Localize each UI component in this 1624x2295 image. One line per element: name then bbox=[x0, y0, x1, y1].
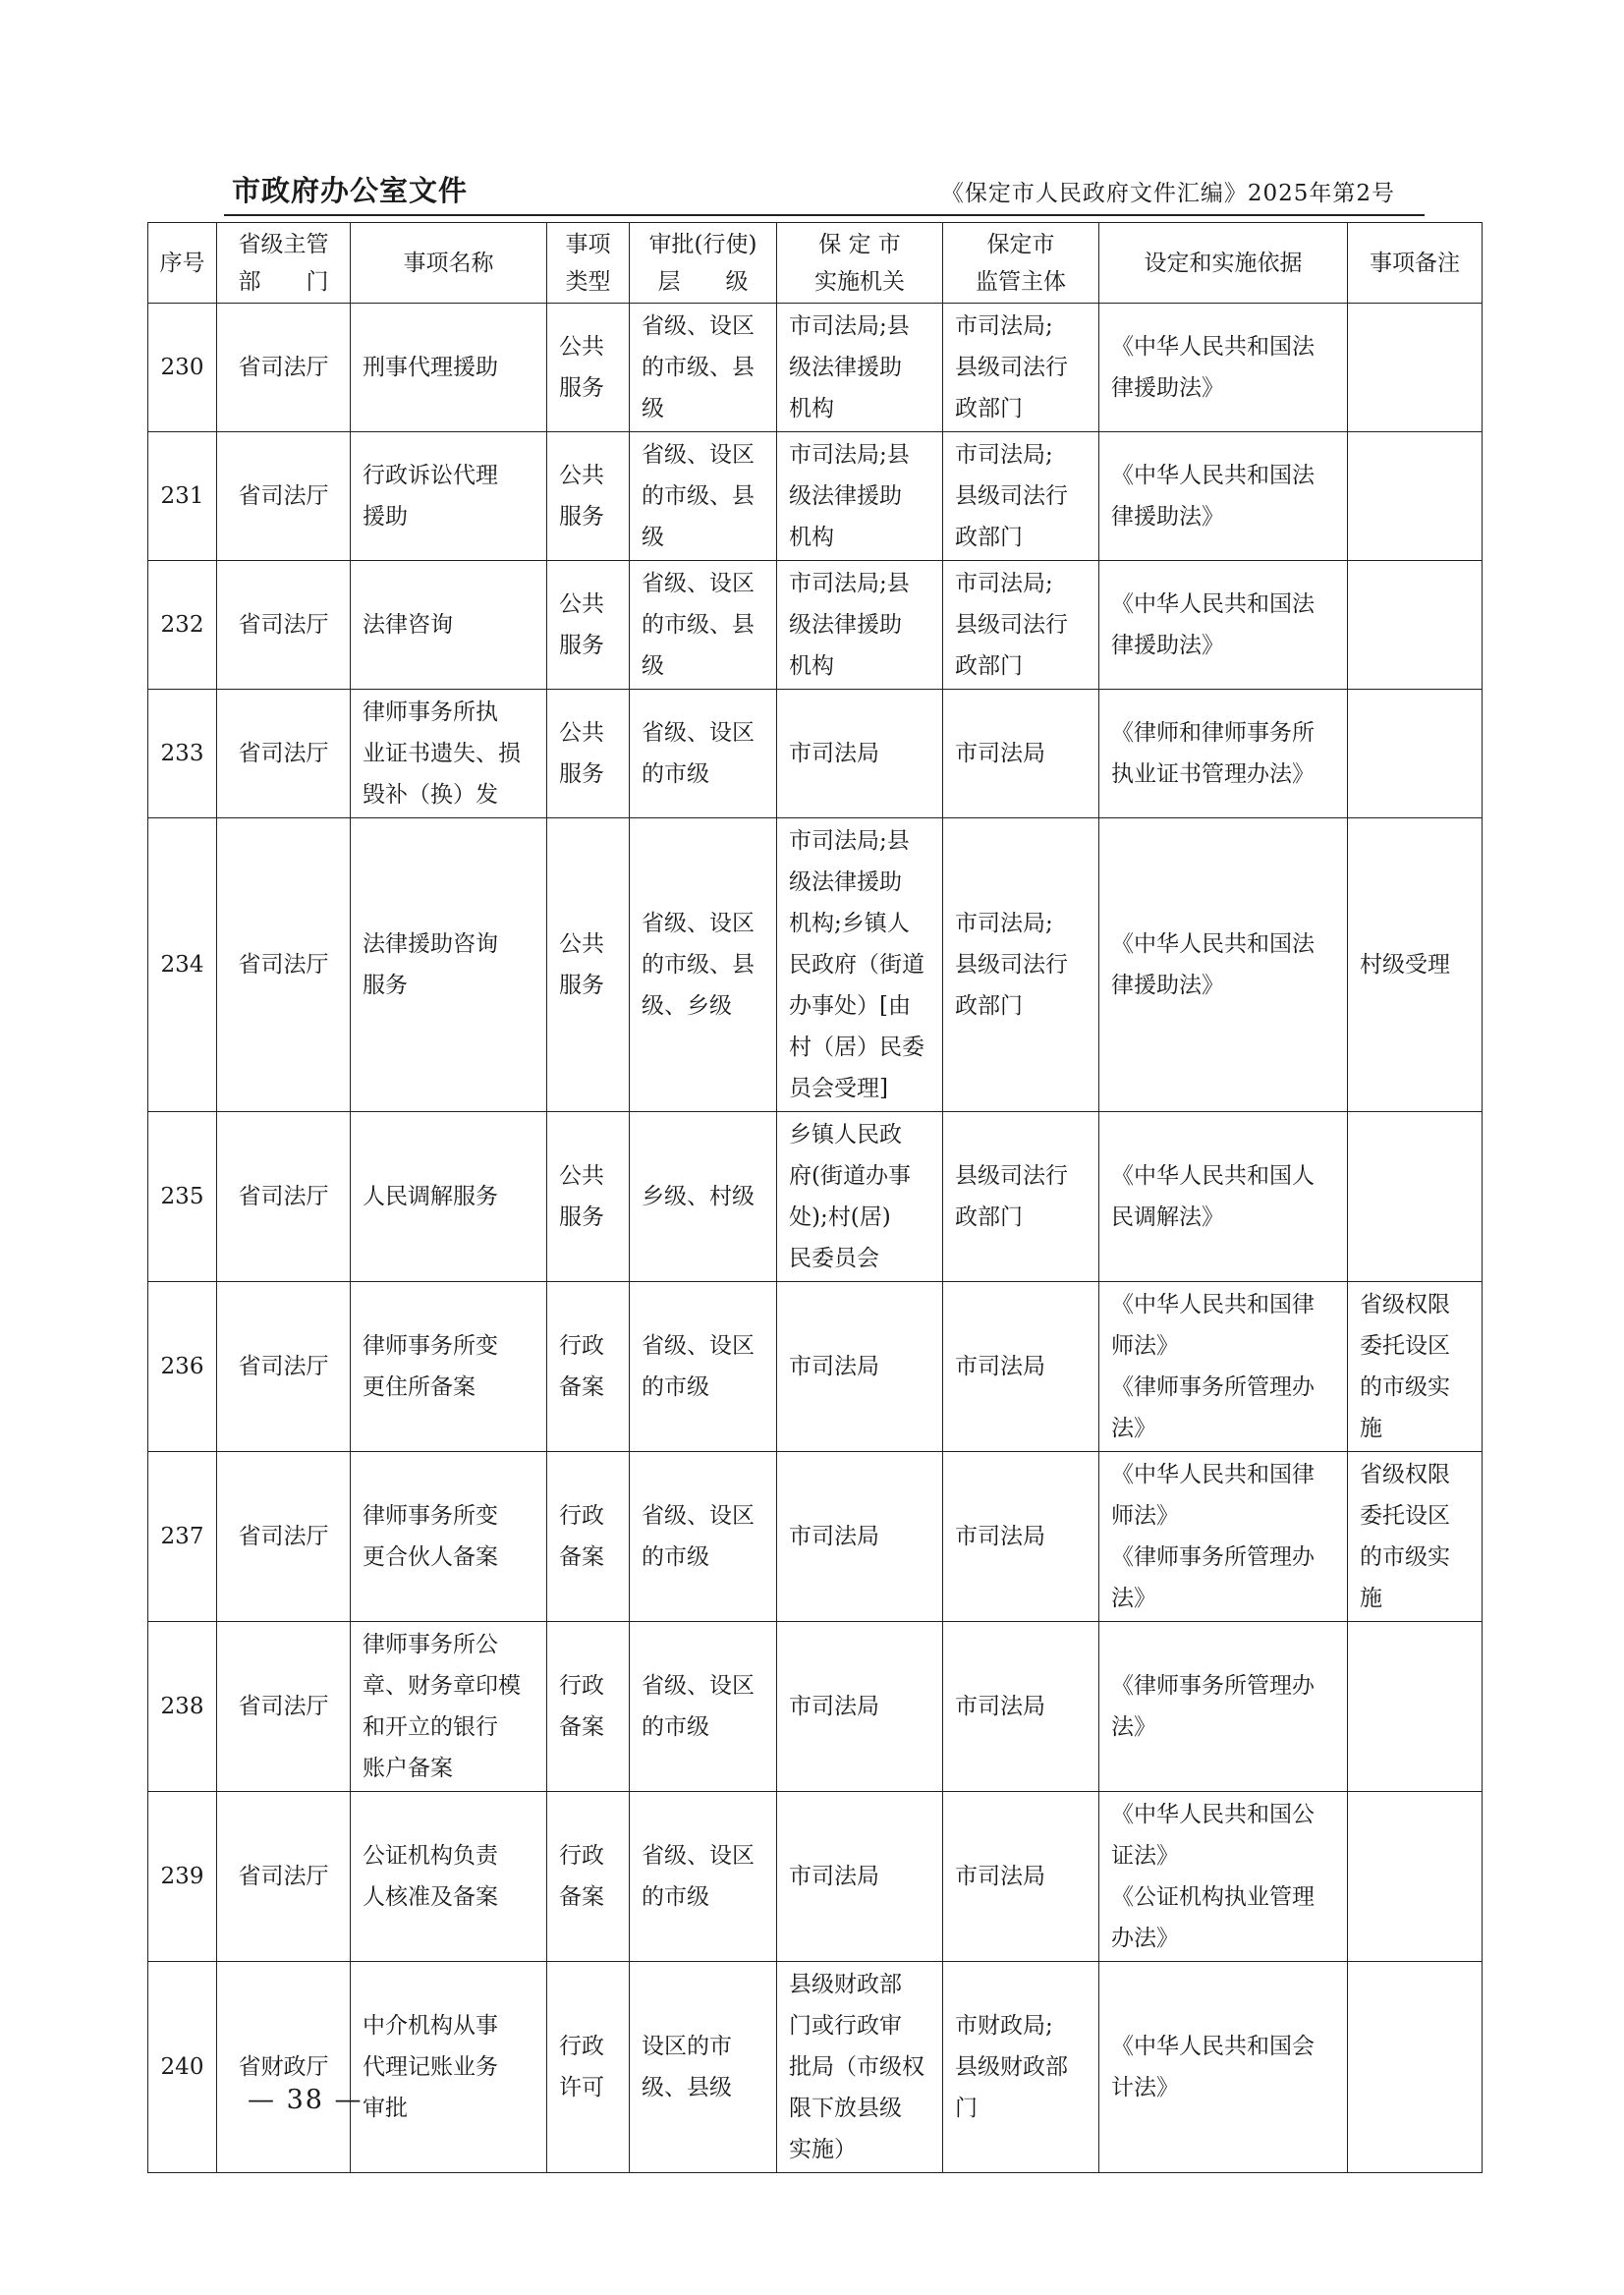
cell-note bbox=[1348, 304, 1483, 432]
page-header bbox=[224, 165, 1425, 210]
cell-level: 省级、设区 的市级 bbox=[630, 1622, 777, 1792]
cell-impl: 市司法局 bbox=[777, 1282, 943, 1452]
seq-header: 序号 bbox=[148, 223, 217, 304]
note-header: 事项备注 bbox=[1348, 223, 1483, 304]
cell-type: 公共 服务 bbox=[547, 561, 630, 690]
impl-header: 保 定 市 实施机关 bbox=[777, 223, 943, 304]
cell-impl: 市司法局 bbox=[777, 1792, 943, 1962]
cell-dept: 省司法厅 bbox=[217, 1282, 351, 1452]
cell-seq: 230 bbox=[148, 304, 217, 432]
cell-type: 公共 服务 bbox=[547, 304, 630, 432]
cell-note bbox=[1348, 1792, 1483, 1962]
table-row bbox=[148, 561, 1483, 690]
cell-dept: 省司法厅 bbox=[217, 1452, 351, 1622]
table-row bbox=[148, 1622, 1483, 1792]
cell-type: 公共 服务 bbox=[547, 690, 630, 818]
items-table bbox=[147, 222, 1483, 2173]
cell-basis: 《律师和律师事务所 执业证书管理办法》 bbox=[1099, 690, 1348, 818]
cell-note: 省级权限 委托设区 的市级实 施 bbox=[1348, 1282, 1483, 1452]
cell-level: 设区的市 级、县级 bbox=[630, 1962, 777, 2173]
cell-supervise: 市司法局; 县级司法行 政部门 bbox=[943, 304, 1099, 432]
cell-dept: 省司法厅 bbox=[217, 1792, 351, 1962]
cell-note bbox=[1348, 561, 1483, 690]
level-header: 审批(行使) 层 级 bbox=[630, 223, 777, 304]
cell-level: 省级、设区 的市级、县 级 bbox=[630, 561, 777, 690]
cell-level: 省级、设区 的市级、县 级 bbox=[630, 304, 777, 432]
table-row bbox=[148, 818, 1483, 1112]
cell-dept: 省司法厅 bbox=[217, 304, 351, 432]
cell-type: 行政 备案 bbox=[547, 1792, 630, 1962]
cell-note bbox=[1348, 1962, 1483, 2173]
cell-basis: 《中华人民共和国公 证法》 《公证机构执业管理 办法》 bbox=[1099, 1792, 1348, 1962]
cell-seq: 240 bbox=[148, 1962, 217, 2173]
cell-supervise: 市司法局; 县级司法行 政部门 bbox=[943, 561, 1099, 690]
cell-dept: 省司法厅 bbox=[217, 1112, 351, 1282]
cell-level: 省级、设区 的市级、县 级、乡级 bbox=[630, 818, 777, 1112]
table-row bbox=[148, 1962, 1483, 2173]
cell-basis: 《律师事务所管理办 法》 bbox=[1099, 1622, 1348, 1792]
table-row bbox=[148, 690, 1483, 818]
cell-level: 省级、设区 的市级 bbox=[630, 1282, 777, 1452]
name-header: 事项名称 bbox=[351, 223, 547, 304]
cell-impl: 市司法局;县 级法律援助 机构;乡镇人 民政府（街道 办事处）[由 村（居）民委 员会受理] bbox=[777, 818, 943, 1112]
cell-supervise: 县级司法行 政部门 bbox=[943, 1112, 1099, 1282]
cell-type: 公共 服务 bbox=[547, 818, 630, 1112]
cell-note bbox=[1348, 432, 1483, 561]
cell-type: 公共 服务 bbox=[547, 1112, 630, 1282]
cell-seq: 234 bbox=[148, 818, 217, 1112]
cell-seq: 237 bbox=[148, 1452, 217, 1622]
cell-dept: 省司法厅 bbox=[217, 690, 351, 818]
supervise-header: 保定市 监管主体 bbox=[943, 223, 1099, 304]
page-number: — 38 — bbox=[248, 2085, 364, 2115]
type-header: 事项 类型 bbox=[547, 223, 630, 304]
cell-note bbox=[1348, 690, 1483, 818]
cell-name: 律师事务所变 更住所备案 bbox=[351, 1282, 547, 1452]
header-rule bbox=[224, 214, 1425, 216]
cell-name: 法律援助咨询 服务 bbox=[351, 818, 547, 1112]
cell-note: 村级受理 bbox=[1348, 818, 1483, 1112]
cell-name: 公证机构负责 人核准及备案 bbox=[351, 1792, 547, 1962]
cell-basis: 《中华人民共和国法 律援助法》 bbox=[1099, 304, 1348, 432]
cell-name: 人民调解服务 bbox=[351, 1112, 547, 1282]
table-row bbox=[148, 432, 1483, 561]
cell-impl: 市司法局 bbox=[777, 1452, 943, 1622]
cell-impl: 市司法局;县 级法律援助 机构 bbox=[777, 304, 943, 432]
table-row bbox=[148, 304, 1483, 432]
cell-impl: 市司法局;县 级法律援助 机构 bbox=[777, 561, 943, 690]
cell-seq: 235 bbox=[148, 1112, 217, 1282]
cell-seq: 238 bbox=[148, 1622, 217, 1792]
cell-type: 行政 备案 bbox=[547, 1452, 630, 1622]
table-row bbox=[148, 1112, 1483, 1282]
cell-supervise: 市司法局; 县级司法行 政部门 bbox=[943, 818, 1099, 1112]
cell-basis: 《中华人民共和国律 师法》 《律师事务所管理办 法》 bbox=[1099, 1452, 1348, 1622]
table-header-row bbox=[148, 223, 1483, 304]
cell-name: 中介机构从事 代理记账业务 审批 bbox=[351, 1962, 547, 2173]
cell-basis: 《中华人民共和国法 律援助法》 bbox=[1099, 432, 1348, 561]
cell-name: 行政诉讼代理 援助 bbox=[351, 432, 547, 561]
cell-dept: 省司法厅 bbox=[217, 432, 351, 561]
cell-dept: 省财政厅 bbox=[217, 1962, 351, 2173]
cell-impl: 县级财政部 门或行政审 批局（市级权 限下放县级 实施） bbox=[777, 1962, 943, 2173]
cell-supervise: 市司法局 bbox=[943, 1622, 1099, 1792]
cell-supervise: 市司法局 bbox=[943, 1282, 1099, 1452]
cell-supervise: 市司法局 bbox=[943, 1792, 1099, 1962]
cell-basis: 《中华人民共和国律 师法》 《律师事务所管理办 法》 bbox=[1099, 1282, 1348, 1452]
cell-seq: 236 bbox=[148, 1282, 217, 1452]
dept-header: 省级主管 部 门 bbox=[217, 223, 351, 304]
cell-supervise: 市司法局 bbox=[943, 690, 1099, 818]
cell-seq: 239 bbox=[148, 1792, 217, 1962]
cell-level: 省级、设区 的市级 bbox=[630, 1452, 777, 1622]
header-issuer: 市政府办公室文件 bbox=[232, 174, 469, 207]
table-row bbox=[148, 1792, 1483, 1962]
cell-note bbox=[1348, 1112, 1483, 1282]
cell-name: 律师事务所公 章、财务章印模 和开立的银行 账户备案 bbox=[351, 1622, 547, 1792]
cell-level: 省级、设区 的市级、县 级 bbox=[630, 432, 777, 561]
cell-type: 行政 备案 bbox=[547, 1282, 630, 1452]
cell-supervise: 市司法局 bbox=[943, 1452, 1099, 1622]
cell-impl: 乡镇人民政 府(街道办事 处);村(居) 民委员会 bbox=[777, 1112, 943, 1282]
cell-seq: 231 bbox=[148, 432, 217, 561]
cell-name: 律师事务所执 业证书遗失、损 毁补（换）发 bbox=[351, 690, 547, 818]
cell-dept: 省司法厅 bbox=[217, 818, 351, 1112]
cell-level: 省级、设区 的市级 bbox=[630, 1792, 777, 1962]
cell-basis: 《中华人民共和国法 律援助法》 bbox=[1099, 561, 1348, 690]
cell-dept: 省司法厅 bbox=[217, 1622, 351, 1792]
cell-type: 行政 许可 bbox=[547, 1962, 630, 2173]
table-row bbox=[148, 1282, 1483, 1452]
cell-basis: 《中华人民共和国人 民调解法》 bbox=[1099, 1112, 1348, 1282]
cell-type: 公共 服务 bbox=[547, 432, 630, 561]
cell-basis: 《中华人民共和国法 律援助法》 bbox=[1099, 818, 1348, 1112]
cell-name: 律师事务所变 更合伙人备案 bbox=[351, 1452, 547, 1622]
cell-type: 行政 备案 bbox=[547, 1622, 630, 1792]
cell-name: 刑事代理援助 bbox=[351, 304, 547, 432]
cell-impl: 市司法局 bbox=[777, 1622, 943, 1792]
cell-dept: 省司法厅 bbox=[217, 561, 351, 690]
cell-level: 乡级、村级 bbox=[630, 1112, 777, 1282]
table-body bbox=[148, 304, 1483, 2173]
table-row bbox=[148, 1452, 1483, 1622]
basis-header: 设定和实施依据 bbox=[1099, 223, 1348, 304]
cell-basis: 《中华人民共和国会 计法》 bbox=[1099, 1962, 1348, 2173]
cell-supervise: 市财政局; 县级财政部 门 bbox=[943, 1962, 1099, 2173]
cell-supervise: 市司法局; 县级司法行 政部门 bbox=[943, 432, 1099, 561]
cell-seq: 232 bbox=[148, 561, 217, 690]
cell-note bbox=[1348, 1622, 1483, 1792]
cell-level: 省级、设区 的市级 bbox=[630, 690, 777, 818]
cell-impl: 市司法局;县 级法律援助 机构 bbox=[777, 432, 943, 561]
cell-note: 省级权限 委托设区 的市级实 施 bbox=[1348, 1452, 1483, 1622]
cell-name: 法律咨询 bbox=[351, 561, 547, 690]
header-publication: 《保定市人民政府文件汇编》2025年第2号 bbox=[940, 181, 1395, 206]
cell-seq: 233 bbox=[148, 690, 217, 818]
cell-impl: 市司法局 bbox=[777, 690, 943, 818]
